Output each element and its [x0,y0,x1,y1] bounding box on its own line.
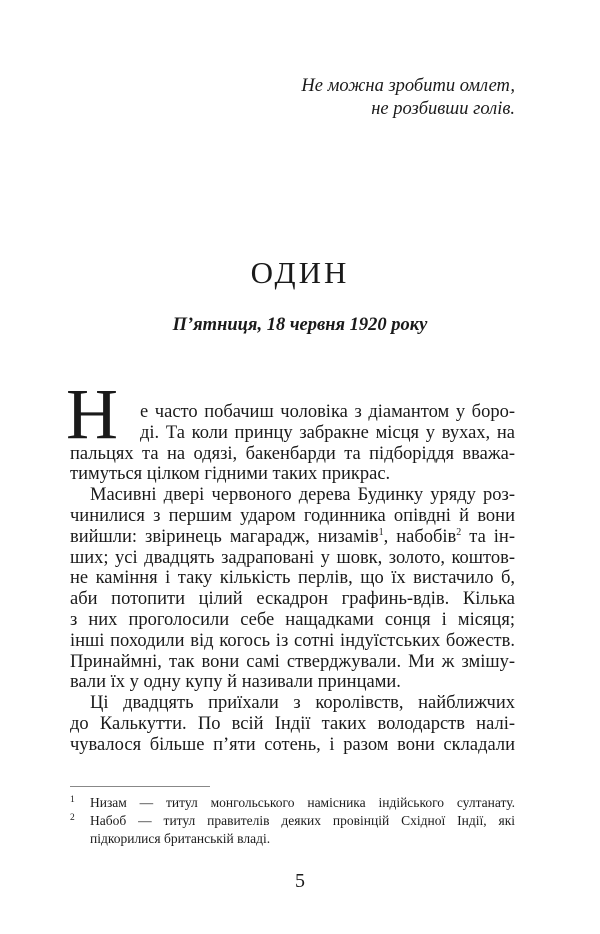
footnote-mark[interactable]: 2 [456,526,462,538]
text-fragment: , набобів [383,526,457,547]
text-line: тимуться цілком гідними таких прикрас. [70,464,391,485]
text-line: Масивні двері червоного дерева Будинку уряду роз- [90,485,515,506]
text-line: вали їх у одну купу й називали принцами. [70,672,401,693]
text-line: з них проголосили себе нащадками сонця і місяця; [70,610,515,630]
epigraph-line: не розбивши голів. [371,99,515,119]
text-line: чувалося більше п’яти сотень, і разом вони складали [70,734,515,755]
footnote-divider [70,786,210,787]
text-line: Принаймні, так вони самі стверджували. Ми ж змішу- [70,651,515,672]
footnote-text: Набоб — титул правителів деяких провінцій Східної Індії, які [90,813,515,828]
text-line: пальцях та на одязі, бакенбарди та підборіддя вважа- [70,443,515,464]
text-line: аби потопити цілий ескадрон графинь-вдів. Кілька [70,589,515,610]
footnote-number: 2 [70,813,75,823]
text-line: ді. Та коли принцу забракне місця у вухах, на [140,422,515,443]
text-line: е часто побачиш чоловіка з діамантом у боро- [140,402,515,422]
text-line: до Калькутти. По всій Індії таких володарств налі- [70,714,515,734]
chapter-date: П’ятниця, 18 червня 1920 року [172,315,428,335]
text-line: не каміння і таку кількість перлів, що їх вистачило б, [70,568,515,589]
footnote-text: підкорилися британській владі. [90,831,271,846]
footnote-number: 1 [70,795,75,805]
text-line: Ці двадцять приїхали з королівств, найближчих [90,693,515,714]
text-line: чинилися з першим ударом годинника опівдні й вони [70,506,515,526]
text-line [70,526,515,548]
footnote-mark[interactable]: 1 [378,526,384,538]
epigraph-line: Не можна зробити омлет, [301,76,515,96]
drop-cap: Н [66,374,118,454]
footnote-text: Низам — титул монгольського намісника індійського султанату. [90,795,515,810]
page-number: 5 [295,870,305,892]
text-line: ших; усі двадцять задраповані у шовк, золото, коштов- [70,547,515,568]
text-fragment: та ін- [461,526,515,547]
text-fragment: вийшли: звіринець магарадж, низамів [70,526,379,547]
text-line: інші походили від когось із сотні індуїстських божеств. [70,630,515,651]
chapter-title: ОДИН [250,255,350,290]
